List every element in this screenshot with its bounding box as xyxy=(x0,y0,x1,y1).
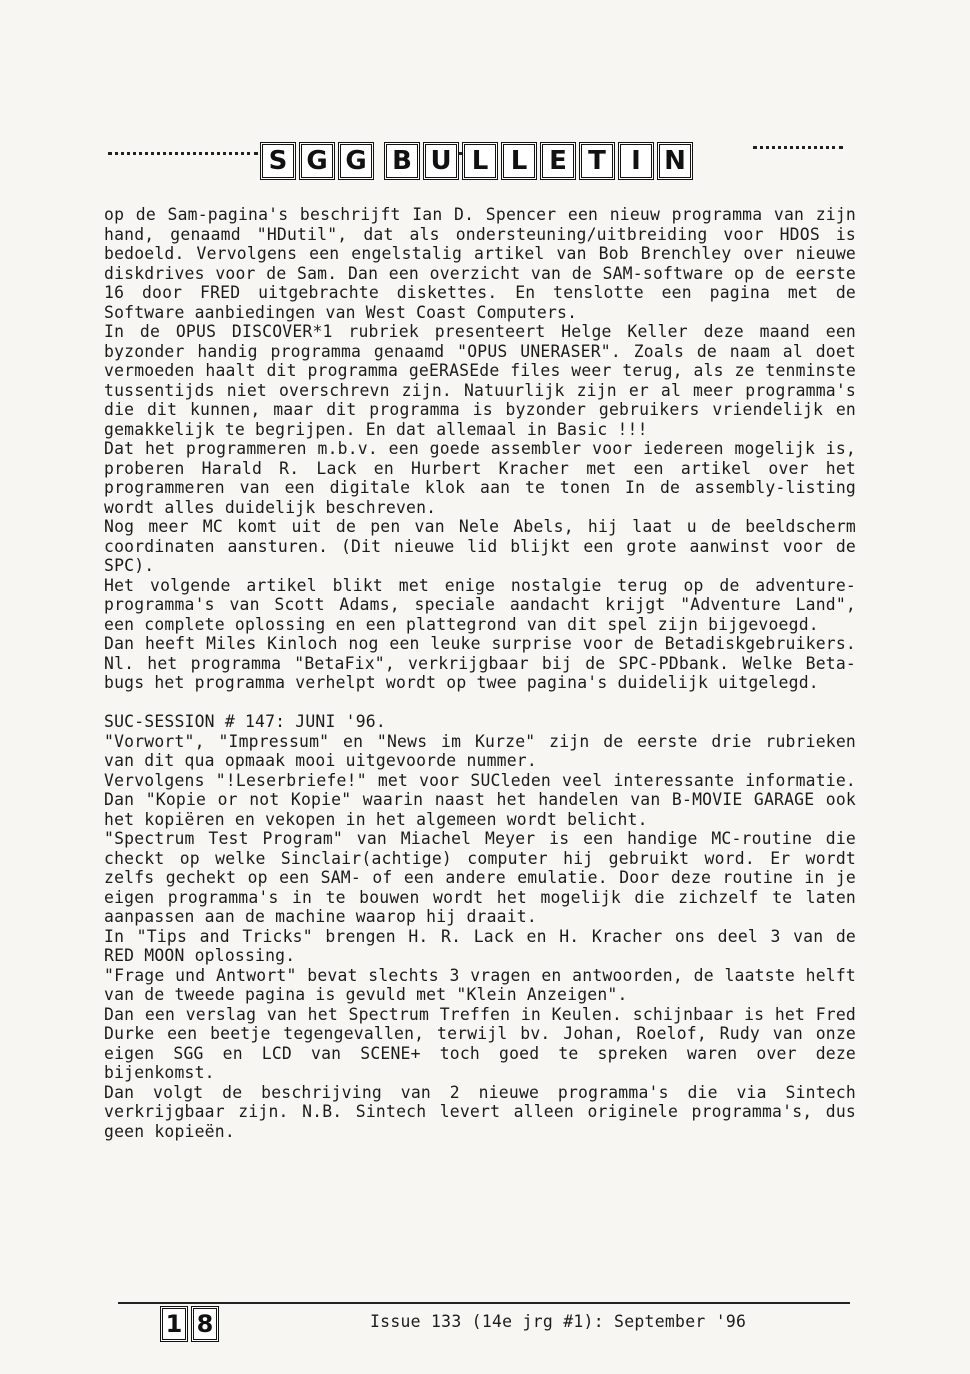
header-letter: N xyxy=(657,142,693,180)
paragraph: "Spectrum Test Program" van Miachel Meyer is een handige MC-routine die checkt op welke Sinclair(achtige) computer hij gebruikt word. Er wordt zelfs gechekt op een SAM- of een andere emulatie. Door deze routine in je eigen programma's in te bouwen wordt het mogelijk die zichzelf te laten aanpassen aan de machine waarop hij draait. xyxy=(104,829,856,926)
header-letter: E xyxy=(540,142,576,180)
paragraph: op de Sam-pagina's beschrijft Ian D. Spencer een nieuw programma van zijn hand, genaamd "HDutil", dat als ondersteuning/uitbreiding voor HDOS is bedoeld. Vervolgens een engelstalig artikel van Bob Brenchley over nieuwe diskdrives voor de Sam. Dan een overzicht van de SAM-software op de eerste 16 door FRED uitgebrachte diskettes. En tenslotte een pagina met de Software aanbiedingen van West Coast Computers. xyxy=(104,205,856,322)
header-word-sgg xyxy=(260,142,374,182)
paragraph: Dan volgt de beschrijving van 2 nieuwe programma's die via Sintech verkrijgbaar zijn. N.B. Sintech levert alleen originele programma's, dus geen kopieën. xyxy=(104,1082,856,1141)
header-letter: B xyxy=(384,142,420,180)
paragraph: Vervolgens "!Leserbriefe!" met voor SUCleden veel interessante informatie. Dan "Kopie or not Kopie" waarin naast het handelen van B-MOVIE GARAGE ook het kopiëren en vekopen in het algemeen wordt belicht. xyxy=(104,770,856,829)
page-digit: 8 xyxy=(191,1306,219,1342)
paragraph: In "Tips and Tricks" brengen H. R. Lack en H. Kracher ons deel 3 van de RED MOON oplossing. xyxy=(104,926,856,965)
header-letter: L xyxy=(462,142,498,180)
header-letter: I xyxy=(618,142,654,180)
header-letter: S xyxy=(260,142,296,180)
paragraph: Dan een verslag van het Spectrum Treffen in Keulen. schijnbaar is het Fred Durke een beetje tegengevallen, terwijl bv. Johan, Roelof, Rudy van onze eigen SGG en LCD van SCENE+ toch goed te spreken waren over deze bijenkomst. xyxy=(104,1004,856,1082)
header-letter: G xyxy=(299,142,335,180)
paragraph: In de OPUS DISCOVER*1 rubriek presenteert Helge Keller deze maand een byzonder handig programma genaamd "OPUS UNERASER". Zoals de naam al doet vermoeden haalt dit programma geERASEde files weer terug, als ze tenminste tussentijds niet overschrevn zijn. Natuurlijk zijn er al meer programma's die dit kunnen, maar dit programma is byzonder gebruikers vriendelijk en gemakkelijk te begrijpen. En dat allemaal in Basic !!! xyxy=(104,322,856,439)
header-rule-right xyxy=(753,146,843,149)
article-body xyxy=(104,205,856,1141)
header-letter: T xyxy=(579,142,615,180)
header-letter: G xyxy=(338,142,374,180)
header-rule-left xyxy=(108,152,258,155)
page-number xyxy=(160,1306,219,1342)
paragraph: "Vorwort", "Impressum" en "News im Kurze" zijn de eerste drie rubrieken van dit qua opmaak mooi uitgevoorde nummer. xyxy=(104,731,856,770)
section-heading: SUC-SESSION # 147: JUNI '96. xyxy=(104,712,386,731)
bulletin-header xyxy=(108,128,840,188)
paragraph: Dan heeft Miles Kinloch nog een leuke surprise voor de Betadiskgebruikers. Nl. het programma "BetaFix", verkrijgbaar bij de SPC-PDbank. Welke Beta-bugs het programma verhelpt wordt op twee pagina's duidelijk uitgelegd. xyxy=(104,634,856,692)
paragraph: Dat het programmeren m.b.v. een goede assembler voor iedereen mogelijk is, proberen Harald R. Lack en Hurbert Kracher met een artikel over het programmeren van een digitale klok aan te tonen In de assembly-listing wordt alles duidelijk beschreven. xyxy=(104,439,856,517)
header-letter: L xyxy=(501,142,537,180)
header-letter: U xyxy=(423,142,459,180)
footer-rule xyxy=(118,1302,850,1304)
paragraph: "Frage und Antwort" bevat slechts 3 vragen en antwoorden, de laatste helft van de tweede pagina is gevuld met "Klein Anzeigen". xyxy=(104,965,856,1004)
paragraph: Nog meer MC komt uit de pen van Nele Abels, hij laat u de beeldscherm coordinaten aansturen. (Dit nieuwe lid blijkt een grote aanwinst voor de SPC). xyxy=(104,517,856,575)
header-word-bulletin xyxy=(384,142,693,182)
issue-line: Issue 133 (14e jrg #1): September '96 xyxy=(370,1312,747,1331)
page-digit: 1 xyxy=(160,1306,188,1342)
paragraph: Het volgende artikel blikt met enige nostalgie terug op de adventure-programma's van Scott Adams, speciale aandacht krijgt "Adventure Land", een complete oplossing en een plattegrond van dit spel zijn bijgevoegd. xyxy=(104,575,856,634)
